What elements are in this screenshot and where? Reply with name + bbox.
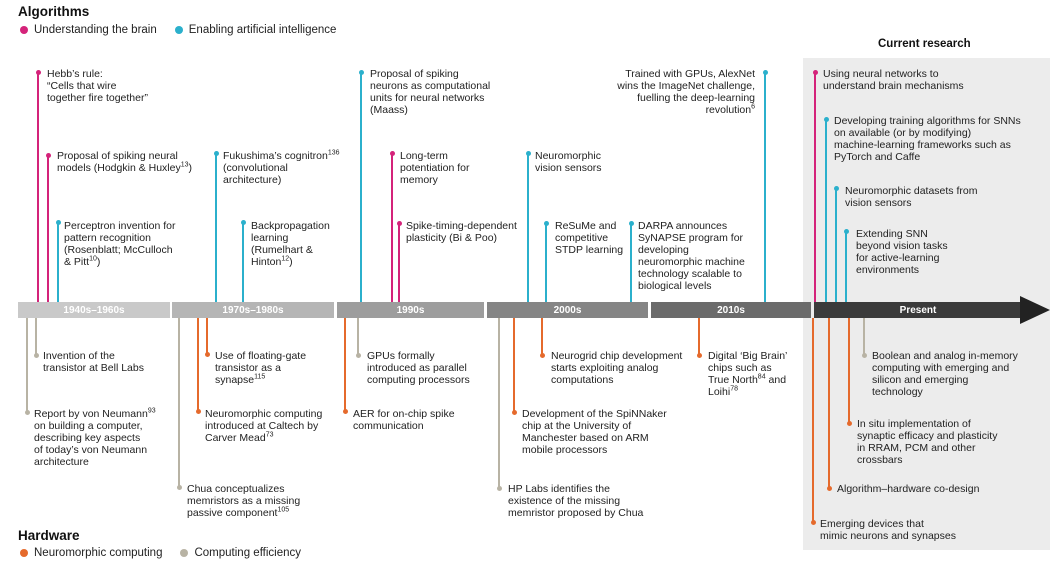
algorithms-legend	[20, 24, 336, 36]
event-marker	[540, 353, 545, 358]
event-stem	[498, 318, 500, 488]
event-label: Invention of the transistor at Bell Labs	[43, 350, 144, 374]
timeline-segment: 2000s	[487, 302, 648, 318]
event-label: Neuromorphic computing introduced at Caltech by Carver Mead$^{73}$	[205, 408, 323, 444]
event-label: Developing training algorithms for SNNs on available (or by modifying) machine-learning frameworks such as PyTorch and Caffe	[834, 115, 1021, 163]
event-stem	[541, 318, 543, 355]
legend-label: Computing efficiency	[194, 547, 302, 559]
event-stem	[357, 318, 359, 355]
timeline-segment: 1990s	[337, 302, 484, 318]
legend-dot-neuro	[20, 549, 28, 557]
event-stem	[391, 153, 393, 302]
hardware-title: Hardware	[18, 528, 80, 543]
event-marker	[844, 229, 849, 234]
event-label: DARPA announces SyNAPSE program for developing neuromorphic machine technology scalable to biological levels	[638, 220, 745, 292]
event-marker	[811, 520, 816, 525]
event-marker	[526, 151, 531, 156]
event-label: Using neural networks to understand brain mechanisms	[823, 68, 964, 92]
event-label: Algorithm–hardware co-design	[837, 483, 980, 495]
event-marker	[359, 70, 364, 75]
event-stem	[178, 318, 180, 487]
event-marker	[512, 410, 517, 415]
event-label: Hebb’s rule: “Cells that wire together fire together”	[47, 68, 148, 104]
event-label: Use of floating-gate transistor as a synapse$^{115}$	[215, 350, 307, 386]
legend-dot-ai	[175, 26, 183, 34]
event-stem	[242, 222, 244, 302]
event-label: HP Labs identifies the existence of the missing memristor proposed by Chua	[508, 483, 644, 519]
event-label: Neuromorphic datasets from vision sensors	[845, 185, 978, 209]
event-stem	[848, 318, 850, 423]
event-stem	[398, 223, 400, 302]
event-label: Proposal of spiking neural models (Hodgkin & Huxley$^{13}$)	[57, 150, 193, 174]
event-label: Long-term potentiation for memory	[400, 150, 470, 186]
event-stem	[828, 318, 830, 488]
event-marker	[343, 409, 348, 414]
legend-dot-brain	[20, 26, 28, 34]
event-label: Boolean and analog in-memory computing with emerging and silicon and emerging technology	[872, 350, 1018, 398]
event-stem	[764, 72, 766, 302]
event-stem	[630, 223, 632, 302]
event-stem	[215, 153, 217, 302]
event-stem	[197, 318, 199, 411]
event-stem	[845, 231, 847, 302]
event-marker	[862, 353, 867, 358]
event-stem	[545, 223, 547, 302]
event-label: Neurogrid chip development starts exploiting analog computations	[551, 350, 683, 386]
event-marker	[356, 353, 361, 358]
event-marker	[177, 485, 182, 490]
legend-dot-eff	[180, 549, 188, 557]
event-stem	[698, 318, 700, 355]
legend-item-computing-efficiency	[180, 547, 301, 559]
event-marker	[847, 421, 852, 426]
timeline-arrowhead	[1020, 296, 1050, 324]
event-label: Spike-timing-dependent plasticity (Bi & Poo)	[406, 220, 517, 244]
event-stem	[825, 119, 827, 302]
algorithms-title: Algorithms	[18, 4, 90, 19]
event-marker	[205, 352, 210, 357]
event-stem	[812, 318, 814, 522]
legend-label: Understanding the brain	[34, 24, 157, 36]
event-marker	[56, 220, 61, 225]
event-label: ReSuMe and competitive STDP learning	[555, 220, 624, 256]
event-stem	[527, 153, 529, 302]
legend-item-understanding-brain	[20, 24, 157, 36]
event-label: Trained with GPUs, AlexNet wins the ImageNet challenge, fuelling the deep-learning revolution$^6$	[617, 68, 755, 116]
event-label: Backpropagation learning (Rumelhart & Hinton$^{12}$)	[251, 220, 330, 268]
event-marker	[834, 186, 839, 191]
event-label: Fukushima’s cognitron$^{136}$ (convolutional architecture)	[223, 149, 340, 186]
event-marker	[390, 151, 395, 156]
event-stem	[26, 318, 28, 412]
event-stem	[47, 155, 49, 302]
event-stem	[814, 72, 816, 302]
event-marker	[763, 70, 768, 75]
timeline-segment: 1970s–1980s	[172, 302, 334, 318]
event-stem	[37, 72, 39, 302]
event-stem	[863, 318, 865, 355]
event-label: In situ implementation of synaptic efficacy and plasticity in RRAM, PCM and other crossbars	[857, 418, 998, 466]
legend-label: Enabling artificial intelligence	[188, 24, 337, 36]
event-label: Extending SNN beyond vision tasks for active-learning environments	[856, 228, 948, 276]
event-stem	[57, 222, 59, 302]
event-marker	[241, 220, 246, 225]
event-marker	[824, 117, 829, 122]
event-label: Perceptron invention for pattern recognition (Rosenblatt; McCulloch & Pitt$^{10}$)	[64, 220, 176, 268]
event-marker	[827, 486, 832, 491]
event-label: Proposal of spiking neurons as computational units for neural networks (Maass)	[370, 68, 491, 116]
event-label: Digital ‘Big Brain’ chips such as True North$^{84}$ and Loihi$^{78}$	[708, 350, 788, 398]
event-label: Development of the SpiNNaker chip at the University of Manchester based on ARM mobile processors	[522, 408, 667, 456]
event-label: Emerging devices that mimic neurons and synapses	[820, 518, 956, 542]
event-label: AER for on-chip spike communication	[353, 408, 455, 432]
event-stem	[513, 318, 515, 412]
event-stem	[206, 318, 208, 354]
event-marker	[629, 221, 634, 226]
event-marker	[34, 353, 39, 358]
legend-item-enabling-ai	[175, 24, 337, 36]
legend-item-neuromorphic-computing	[20, 547, 162, 559]
event-marker	[36, 70, 41, 75]
timeline-segment: 1940s–1960s	[18, 302, 170, 318]
event-marker	[397, 221, 402, 226]
event-marker	[214, 151, 219, 156]
event-label: GPUs formally introduced as parallel computing processors	[367, 350, 470, 386]
event-stem	[835, 188, 837, 302]
event-marker	[25, 410, 30, 415]
event-marker	[544, 221, 549, 226]
current-research-title: Current research	[878, 38, 971, 50]
event-marker	[497, 486, 502, 491]
event-stem	[344, 318, 346, 411]
event-stem	[360, 72, 362, 302]
timeline-segment: Present	[814, 302, 1022, 318]
event-label: Chua conceptualizes memristors as a missing passive component$^{105}$	[187, 483, 301, 519]
legend-label: Neuromorphic computing	[34, 547, 163, 559]
event-marker	[697, 353, 702, 358]
timeline-segment: 2010s	[651, 302, 811, 318]
event-marker	[46, 153, 51, 158]
event-label: Neuromorphic vision sensors	[535, 150, 602, 174]
event-label: Report by von Neumann$^{93}$ on building a computer, describing key aspects of today’s von Neumann architecture	[34, 407, 156, 468]
event-marker	[813, 70, 818, 75]
event-stem	[35, 318, 37, 355]
event-marker	[196, 409, 201, 414]
hardware-legend	[20, 547, 301, 559]
